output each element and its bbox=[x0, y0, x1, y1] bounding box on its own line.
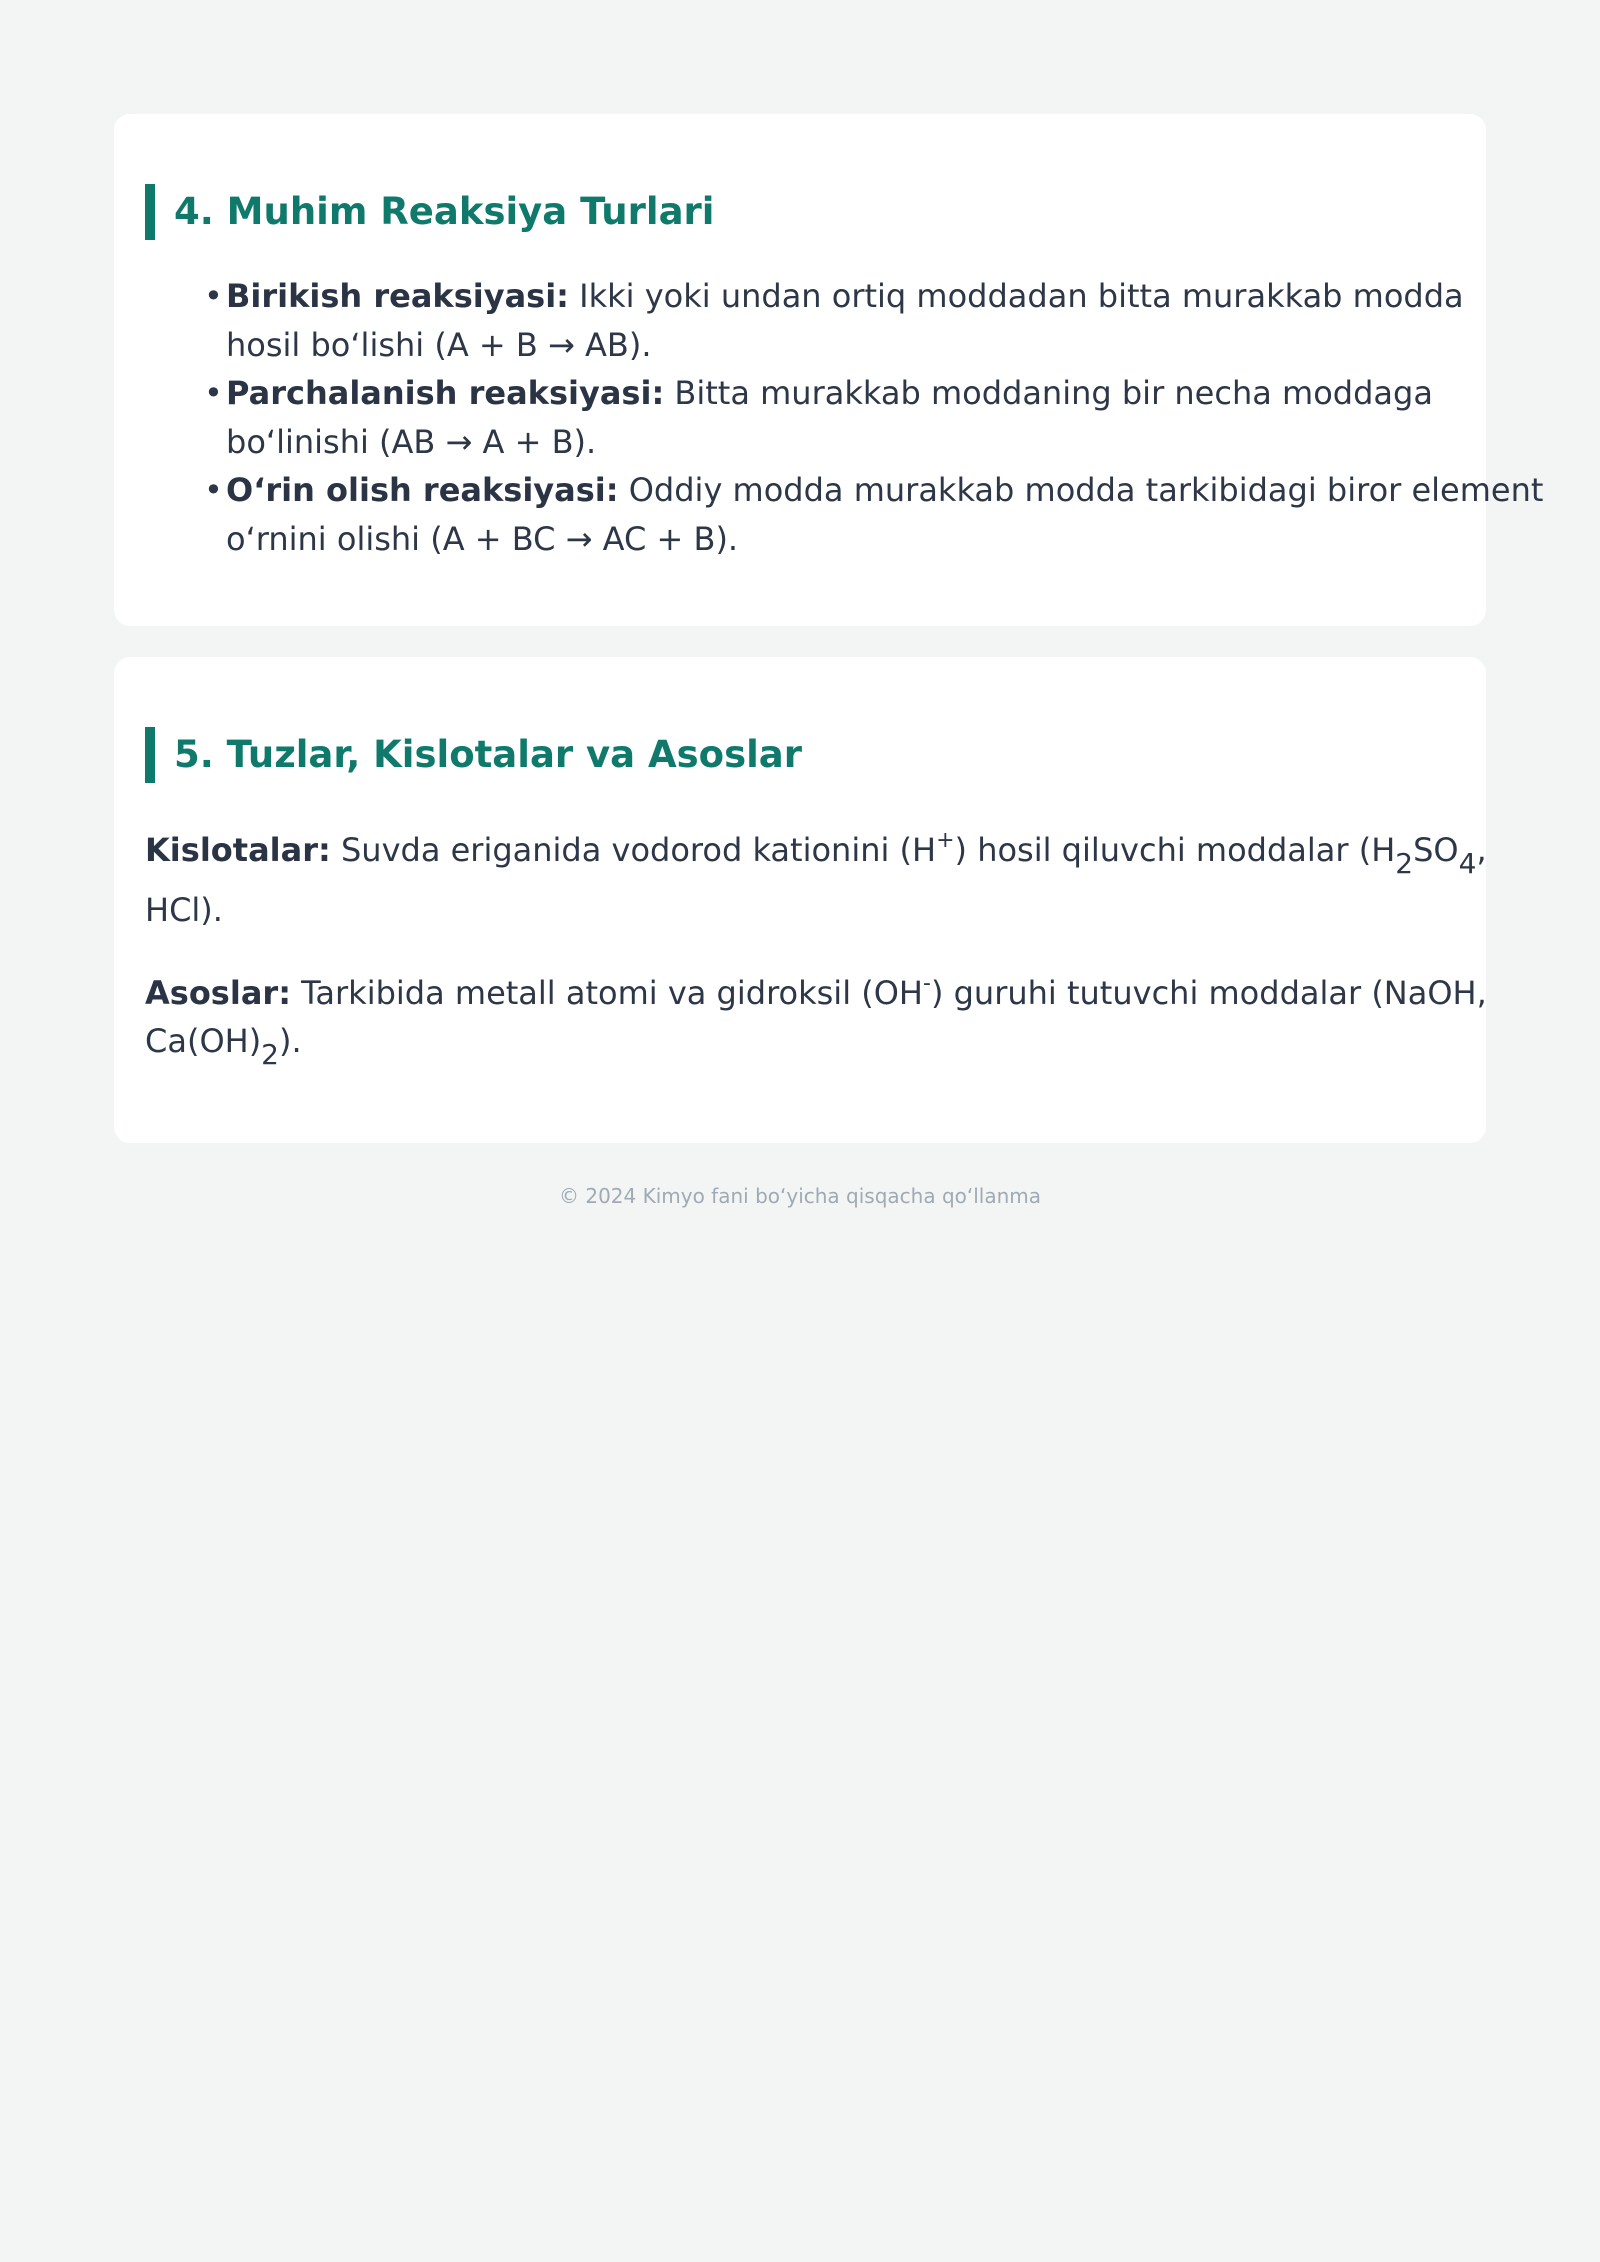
salts-acids-bases-card bbox=[114, 657, 1486, 1143]
bases-text-continued: ). bbox=[279, 1022, 302, 1060]
subscript: 2 bbox=[261, 1038, 279, 1071]
reaction-description: Oddiy modda murakkab modda tarkibidagi biror element bbox=[618, 471, 1544, 509]
reaction-term: Parchalanish reaksiyasi: bbox=[226, 374, 665, 412]
superscript: - bbox=[922, 971, 931, 996]
superscript: + bbox=[936, 828, 955, 853]
list-item bbox=[204, 466, 1566, 563]
reaction-description-continued: bo‘linishi (AB → A + B). bbox=[226, 422, 597, 461]
page-footer: © 2024 Kimyo fani bo‘yicha qisqacha qo‘llanma bbox=[558, 1184, 1042, 1208]
acids-text: SO bbox=[1413, 831, 1459, 869]
reaction-types-card bbox=[114, 114, 1544, 626]
reaction-description: Ikki yoki undan ortiq moddadan bitta murakkab modda bbox=[568, 277, 1464, 315]
reaction-types-list bbox=[204, 272, 1566, 563]
section-title-salts-acids-bases: 5. Tuzlar, Kislotalar va Asoslar bbox=[145, 727, 802, 783]
list-item bbox=[204, 369, 1566, 466]
acids-text: ) hosil qiluvchi moddalar (H bbox=[954, 831, 1396, 869]
bases-text-continued: Ca(OH) bbox=[145, 1022, 262, 1060]
reaction-description-continued: hosil bo‘lishi (A + B → AB). bbox=[226, 325, 652, 364]
bullet-icon: • bbox=[204, 277, 223, 315]
reaction-description-continued: o‘rnini olishi (A + BC → AC + B). bbox=[226, 519, 739, 558]
acids-text: , bbox=[1476, 831, 1487, 869]
acids-text: Suvda eriganida vodorod kationini (H bbox=[330, 831, 937, 869]
subscript: 4 bbox=[1458, 847, 1477, 880]
reaction-term: Birikish reaksiyasi: bbox=[226, 277, 569, 315]
section-title-reaction-types: 4. Muhim Reaksiya Turlari bbox=[145, 184, 714, 240]
bases-paragraph bbox=[145, 969, 1487, 1071]
bullet-icon: • bbox=[204, 471, 223, 509]
acids-term: Kislotalar: bbox=[145, 831, 331, 869]
bases-term: Asoslar: bbox=[145, 974, 291, 1012]
reaction-term: O‘rin olish reaksiyasi: bbox=[226, 471, 619, 509]
bases-text: ) guruhi tutuvchi moddalar (NaOH, bbox=[930, 974, 1487, 1012]
bullet-icon: • bbox=[204, 374, 223, 412]
reaction-description: Bitta murakkab moddaning bir necha moddaga bbox=[664, 374, 1433, 412]
bases-text: Tarkibida metall atomi va gidroksil (OH bbox=[290, 974, 923, 1012]
acids-text-continued: HCl). bbox=[145, 891, 223, 929]
list-item bbox=[204, 272, 1566, 369]
subscript: 2 bbox=[1395, 847, 1414, 880]
acids-paragraph bbox=[145, 820, 1487, 940]
